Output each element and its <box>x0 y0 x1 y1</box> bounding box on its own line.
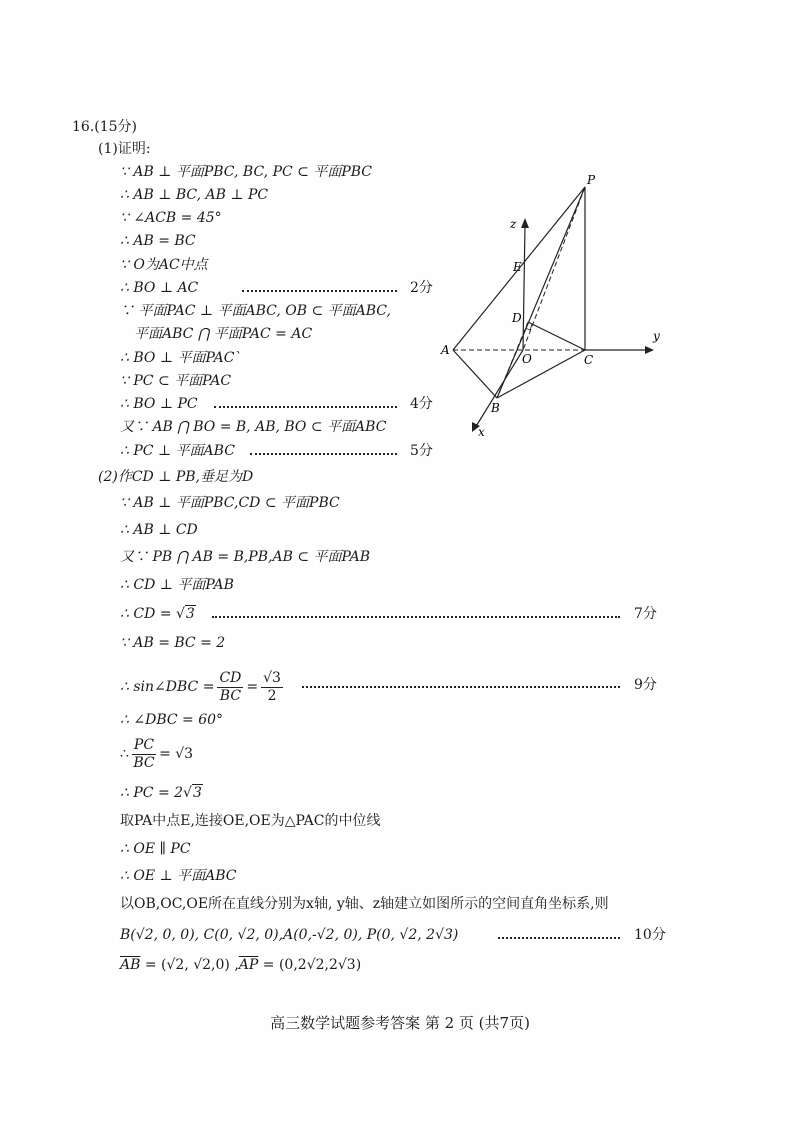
score-7: 7分 <box>634 606 657 622</box>
edge-bc <box>497 350 585 398</box>
label-e: E <box>513 260 522 274</box>
score-10: 10分 <box>634 927 666 943</box>
proof-line: ∴ AB ⊥ BC, AB ⊥ PC <box>120 187 269 203</box>
sin-equation: ∴ sin∠DBC = $\frac{CD}{BC}$ = $\frac{√3}{2}$ <box>120 669 281 704</box>
proof-line: ∵ O为AC中点 <box>120 257 208 273</box>
label-o: O <box>522 352 532 366</box>
vector-ap: $\overline{AP}$ <box>238 957 259 973</box>
proof-line: 取PA中点E,连接OE,OE为△PAC的中位线 <box>120 813 381 829</box>
proof-line: ∴ BO ⊥ PC <box>120 396 198 412</box>
coordinates-line: B(√2, 0, 0), C(0, √2, 0),A(0,-√2, 0), P(0, √2, 2√3) <box>120 927 459 943</box>
vectors-line: $\overline{AB} = (√2$, √2,0) $,\overline{AP} = (0,2√2,2√3)$ <box>120 957 362 973</box>
proof-line: 又∵ AB ⋂ BO = B, AB, BO ⊂ 平面ABC <box>120 419 387 435</box>
pc-equation: ∴ PC = 2√3 <box>120 785 202 801</box>
score-5: 5分 <box>410 443 433 459</box>
leader-dots <box>302 684 620 688</box>
proof-line: ∴ OE ∥ PC <box>120 841 191 857</box>
leader-dots <box>242 288 397 292</box>
proof-line: ∵ AB = BC = 2 <box>120 635 226 651</box>
proof-line: ∴ CD ⊥ 平面PAB <box>120 577 234 593</box>
geometry-figure <box>440 170 680 440</box>
proof-line: ∵ PC ⊂ 平面PAC <box>120 373 232 389</box>
part1-heading: (1)证明: <box>98 141 151 157</box>
problem-score: (15分) <box>94 119 138 135</box>
leader-dots <box>498 935 620 939</box>
leader-dots <box>212 614 620 618</box>
page-footer: 高三数学试题参考答案 第 2 页 (共7页) <box>270 1014 530 1032</box>
problem-heading <box>72 118 137 136</box>
z-axis-arrow <box>521 218 529 228</box>
label-a: A <box>441 343 450 357</box>
proof-line: ∴ AB = BC <box>120 233 196 249</box>
label-x: x <box>478 425 485 439</box>
proof-line: ∴ BO ⊥ AC <box>120 280 199 296</box>
proof-line: ∵ AB ⊥ 平面PBC,CD ⊂ 平面PBC <box>120 495 340 511</box>
edge-ab <box>453 350 497 398</box>
leader-dots <box>250 451 397 455</box>
proof-line: ∴ BO ⊥ 平面PAC` <box>120 350 242 366</box>
proof-line: ∴ OE ⊥ 平面ABC <box>120 868 237 884</box>
part2-heading: (2)作CD ⊥ PB,垂足为D <box>98 469 254 485</box>
proof-line: ∴ AB ⊥ CD <box>120 522 198 538</box>
label-z: z <box>510 217 517 231</box>
proof-line: ∵ AB ⊥ 平面PBC, BC, PC ⊂ 平面PBC <box>120 164 373 180</box>
label-d: D <box>512 311 522 325</box>
problem-number: 16. <box>72 119 95 135</box>
proof-line: 平面ABC ⋂ 平面PAC = AC <box>134 326 313 342</box>
proof-line: 又∵ PB ⋂ AB = B,PB,AB ⊂ 平面PAB <box>120 549 371 565</box>
segment-cd <box>528 322 585 350</box>
segment-po <box>523 187 585 350</box>
label-p: P <box>587 173 596 187</box>
proof-line: ∴ PC ⊥ 平面ABC <box>120 443 235 459</box>
x-axis <box>475 350 523 428</box>
score-9: 9分 <box>634 677 657 693</box>
cd-equation: ∴ CD = √3 <box>120 606 195 622</box>
vector-ab: $\overline{AB}$ <box>120 957 141 973</box>
ratio-equation: ∴ $\frac{PC}{BC}$ = √3 <box>120 736 194 771</box>
proof-line: 以OB,OC,OE所在直线分别为x轴, y轴、z轴建立如图所示的空间直角坐标系,则 <box>120 896 609 912</box>
label-b: B <box>491 401 500 415</box>
proof-line: ∵ ∠ACB = 45° <box>120 210 222 226</box>
proof-line: ∴ ∠DBC = 60° <box>120 712 224 728</box>
score-4: 4分 <box>410 396 433 412</box>
leader-dots <box>214 404 397 408</box>
score-2: 2分 <box>410 280 433 296</box>
label-c: C <box>584 353 594 367</box>
y-axis-arrow <box>645 346 654 354</box>
label-y: y <box>653 329 660 343</box>
proof-line: ∵ 平面PAC ⊥ 平面ABC, OB ⊂ 平面ABC, <box>120 303 391 319</box>
